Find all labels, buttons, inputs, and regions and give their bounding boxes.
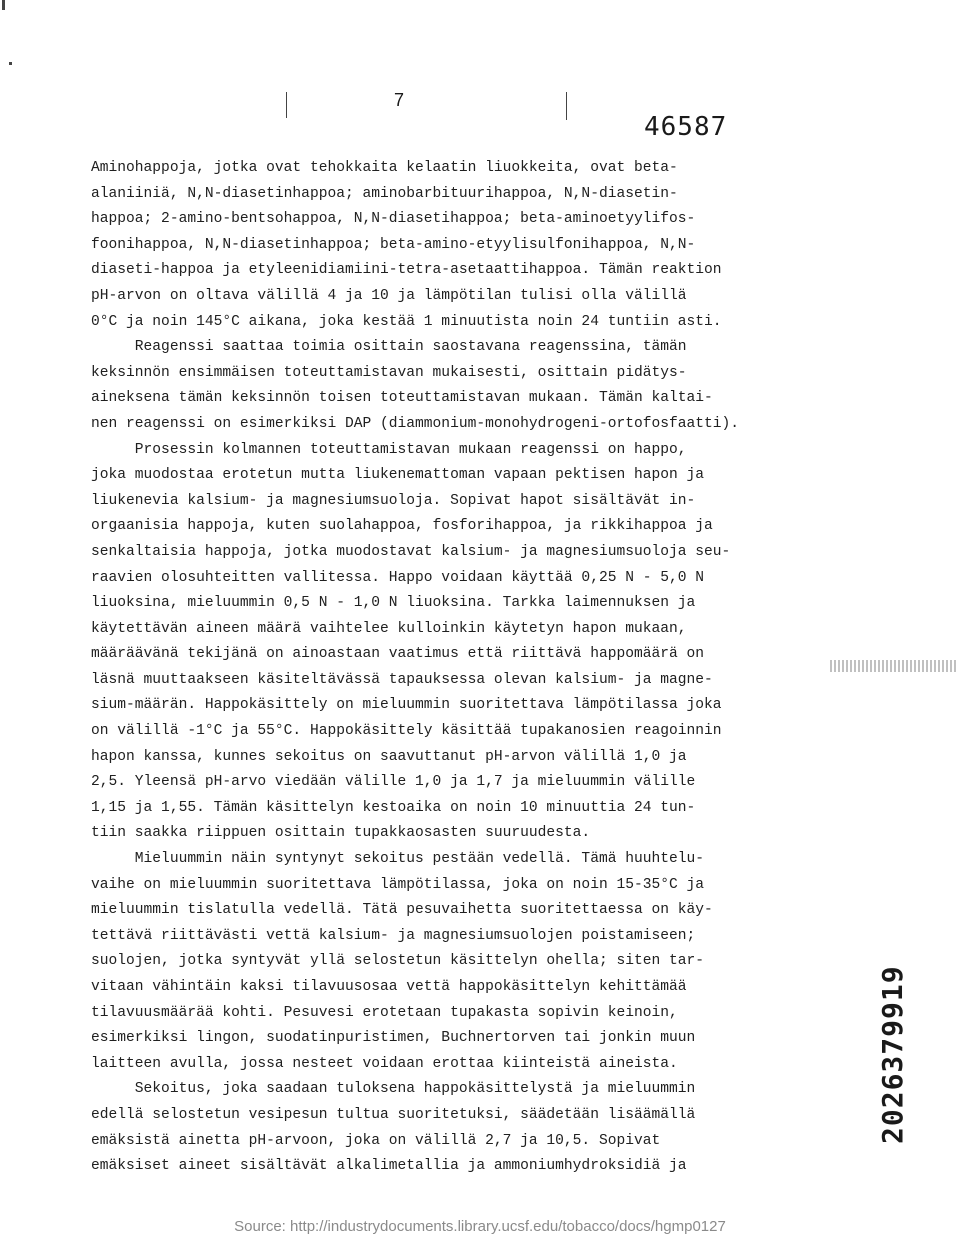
text-line: sium-määrän. Happokäsittely on mieluummin suoritettava lämpötilassa joka <box>91 697 722 714</box>
text-line: Prosessin kolmannen toteuttamistavan mukaan reagenssi on happo, <box>91 441 687 458</box>
text-line: mieluummin tislatulla vedellä. Tätä pesuvaihetta suoritettaessa on käy- <box>91 902 713 919</box>
text-line: 0°C ja noin 145°C aikana, joka kestää 1 minuutista noin 24 tuntiin asti. <box>91 313 722 330</box>
document-number: 46587 <box>644 112 728 142</box>
text-line: käytettävän aineen määrä vaihtelee kulloinkin käytetyn hapon mukaan, <box>91 620 687 637</box>
text-line: senkaltaisia happoja, jotka muodostavat kalsium- ja magnesiumsuoloja seu- <box>91 543 731 560</box>
text-line: edellä selostetun vesipesun tultua suoritetuksi, säädetään lisäämällä <box>91 1106 696 1123</box>
text-line: vaihe on mieluummin suoritettava lämpötilassa, joka on noin 15-35°C ja <box>91 876 705 893</box>
text-line: Reagenssi saattaa toimia osittain saostavana reagenssina, tämän <box>91 339 687 356</box>
text-line: suolojen, jotka syntyvät yllä selostetun käsittelyn ohella; siten tar- <box>91 953 705 970</box>
text-line: emäksiset aineet sisältävät alkalimetallia ja ammoniumhydroksidiä ja <box>91 1158 687 1175</box>
text-line: foonihappoa, N,N-diasetinhappoa; beta-amino-etyylisulfonihappoa, N,N- <box>91 236 696 253</box>
bates-number-stamp: 2026379919 <box>876 965 909 1144</box>
text-line: pH-arvon on oltava välillä 4 ja 10 ja lämpötilan tulisi olla välillä <box>91 287 687 304</box>
text-line: aineksena tämän keksinnön toisen toteuttamistavan mukaan. Tämän kaltai- <box>91 390 713 407</box>
text-line: joka muodostaa erotetun mutta liukenemattoman vapaan pektisen hapon ja <box>91 467 705 484</box>
document-body <box>91 156 831 1180</box>
page-number: 7 <box>394 90 405 110</box>
text-line: hapon kanssa, kunnes sekoitus on saavuttanut pH-arvon välillä 1,0 ja <box>91 748 687 765</box>
text-line: tilavuusmäärää kohti. Pesuvesi erotetaan tupakasta sopivin keinoin, <box>91 1004 678 1021</box>
text-line: laitteen avulla, jossa nesteet voidaan erottaa kiinteistä aineista. <box>91 1055 678 1072</box>
text-line: liuoksina, mieluummin 0,5 N - 1,0 N liuoksina. Tarkka laimennuksen ja <box>91 595 696 612</box>
text-line: läsnä muuttaakseen käsiteltävässä tapauksessa olevan kalsium- ja magne- <box>91 671 713 688</box>
text-line: tiin saakka riippuen osittain tupakkaosasten suuruudesta. <box>91 825 591 842</box>
text-line: 1,15 ja 1,55. Tämän käsittelyn kestoaika on noin 10 minuuttia 24 tun- <box>91 799 696 816</box>
text-line: on välillä -1°C ja 55°C. Happokäsittely käsittää tupakanosien reagoinnin <box>91 723 722 740</box>
text-line: happoa; 2-amino-bentsohappoa, N,N-diasetihappoa; beta-aminoetyylifos- <box>91 211 696 228</box>
text-line: orgaanisia happoja, kuten suolahappoa, fosforihappoa, ja rikkihappoa ja <box>91 518 713 535</box>
scan-noise-band <box>830 660 956 672</box>
text-line: Aminohappoja, jotka ovat tehokkaita kelaatin liuokkeita, ovat beta- <box>91 160 678 176</box>
text-line: raavien olosuhteitten vallitessa. Happo voidaan käyttää 0,25 N - 5,0 N <box>91 569 705 586</box>
scan-mark-left-dot <box>9 62 12 65</box>
text-line: tettävä riittävästi vettä kalsium- ja magnesiumsuolojen poistamiseen; <box>91 927 696 944</box>
text-line: nen reagenssi on esimerkiksi DAP (diammonium-monohydrogeni-ortofosfaatti). <box>91 415 740 432</box>
source-footer: Source: http://industrydocuments.library.ucsf.edu/tobacco/docs/hgmp0127 <box>234 1218 726 1235</box>
scan-mark-margin-bar-left <box>286 92 287 118</box>
text-line: emäksistä ainetta pH-arvoon, joka on välillä 2,7 ja 10,5. Sopivat <box>91 1132 661 1149</box>
scan-mark-top-left <box>2 0 5 10</box>
text-line: alaniiniä, N,N-diasetinhappoa; aminobarbituurihappoa, N,N-diasetin- <box>91 185 678 202</box>
text-line: esimerkiksi lingon, suodatinpuristimen, Buchnertorven tai jonkin muun <box>91 1030 696 1047</box>
text-line: Mieluummin näin syntynyt sekoitus pestään vedellä. Tämä huuhtelu- <box>91 851 705 868</box>
text-line: määräävänä tekijänä on ainoastaan vaatimus että riittävä happomäärä on <box>91 646 705 663</box>
text-line: 2,5. Yleensä pH-arvo viedään välille 1,0 ja 1,7 ja mieluummin välille <box>91 774 696 791</box>
text-line: Sekoitus, joka saadaan tuloksena happokäsittelystä ja mieluummin <box>91 1081 696 1098</box>
text-line: keksinnön ensimmäisen toteuttamistavan mukaisesti, osittain pidätys- <box>91 364 687 381</box>
text-line: vitaan vähintäin kaksi tilavuusosaa vettä happokäsittelyn kehittämää <box>91 979 687 995</box>
text-line: liukenevia kalsium- ja magnesiumsuoloja. Sopivat hapot sisältävät in- <box>91 492 696 509</box>
scan-mark-margin-bar-right <box>566 92 567 120</box>
text-line: diaseti-happoa ja etyleenidiamiini-tetra-asetaattihappoa. Tämän reaktion <box>91 262 722 279</box>
